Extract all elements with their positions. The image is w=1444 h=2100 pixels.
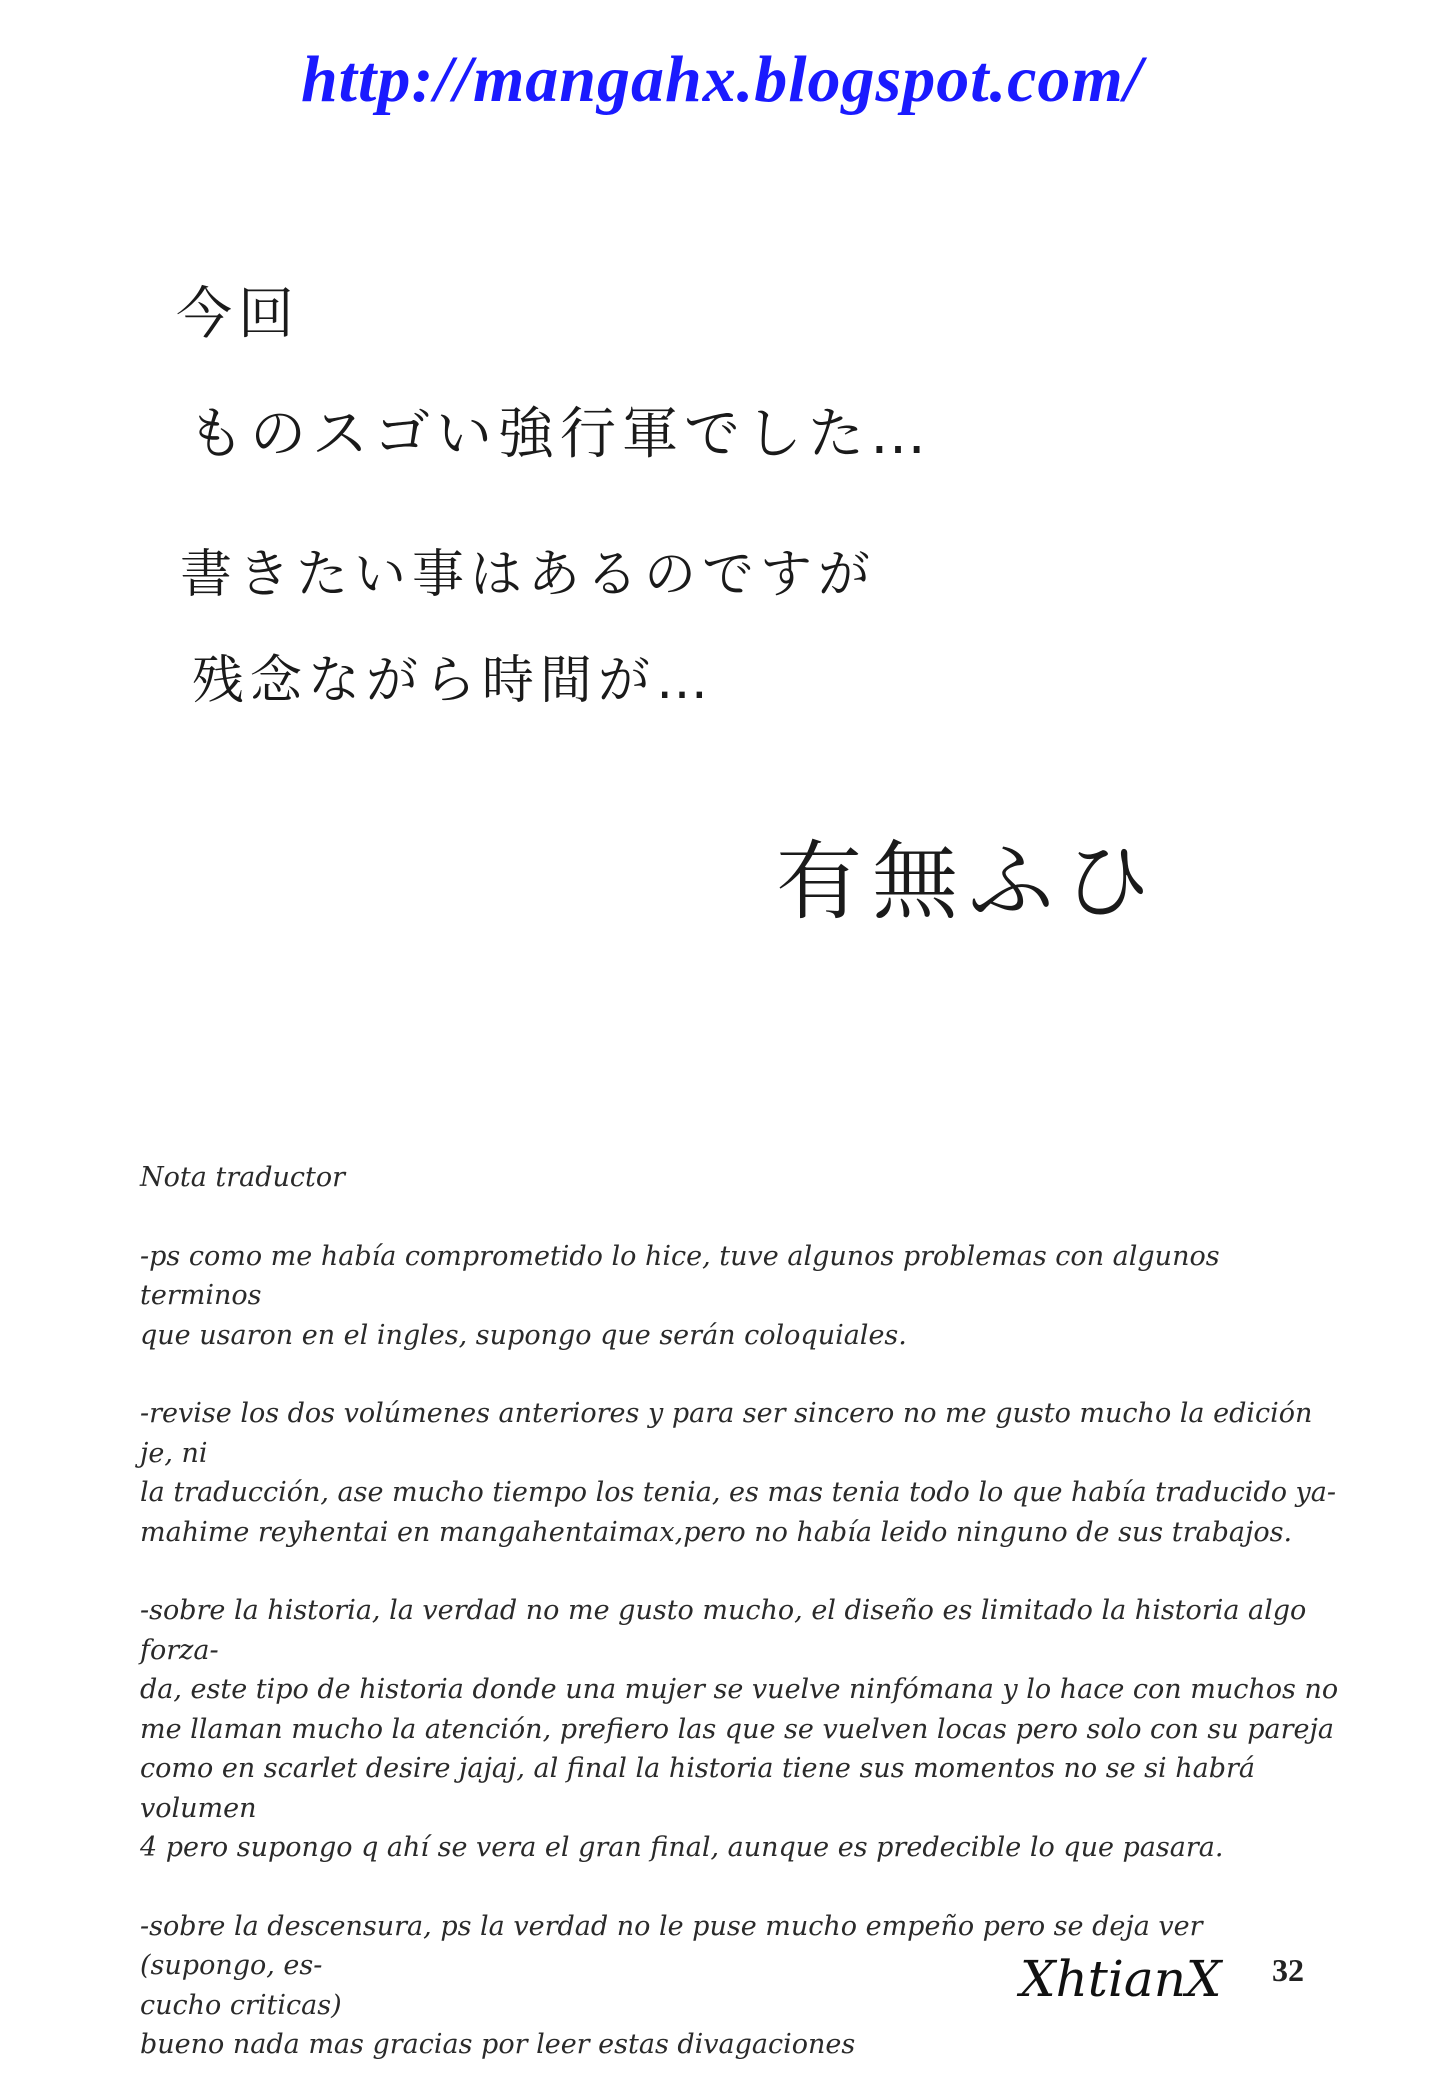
handwritten-line-3: 書きたい事はあるのですが	[180, 545, 877, 605]
handwritten-line-2: ものスゴい強行軍でした…	[188, 402, 932, 467]
handwritten-line-4: 残念ながら時間が…	[192, 651, 715, 711]
blog-url-header: http://mangahx.blogspot.com/	[300, 43, 1144, 116]
translator-note-paragraph-4: -sobre la descensura, ps la verdad no le puse mucho empeño pero se deja ver (supongo, es- cucho criticas)	[140, 1910, 1203, 2021]
translator-note-paragraph-3: -sobre la historia, la verdad no me gusto mucho, el diseño es limitado la historia algo forza- da, este tipo de historia donde una mujer se vuelve ninfómana y lo hace con muchos no me llaman mucho la atención, prefiero las que se vuelven locas pero solo con su pareja como en scarlet desire jajaj, al final la historia tiene sus momentos no se si habrá volumen 4 pero supongo q ahí se vera el gran final, aunque es predecible lo que pasara.	[140, 1595, 1339, 1863]
translator-note-paragraph-2: -revise los dos volúmenes anteriores y para ser sincero no me gusto mucho la edición je, ni la traducción, ase mucho tiempo los tenia, es mas tenia todo lo que había traducido ya- mahime reyhentai en mangahentaimax,pero no había leido ninguno de sus trabajos.	[140, 1398, 1337, 1548]
handwritten-line-1: 今回	[176, 282, 300, 347]
translator-note-title: Nota traductor	[140, 1162, 346, 1193]
translator-note-closing: bueno nada mas gracias por leer estas divagaciones	[140, 2029, 856, 2060]
translator-signature-logo: XhtianX	[1020, 1950, 1222, 2008]
page-number: 32	[1272, 1952, 1304, 1988]
translator-note-paragraph-1: -ps como me había comprometido lo hice, tuve algunos problemas con algunos terminos que usaron en el ingles, supongo que serán coloquiales.	[140, 1240, 1220, 1351]
author-signature: 有無ふひ	[776, 832, 1160, 932]
translator-note	[140, 1158, 1340, 2065]
